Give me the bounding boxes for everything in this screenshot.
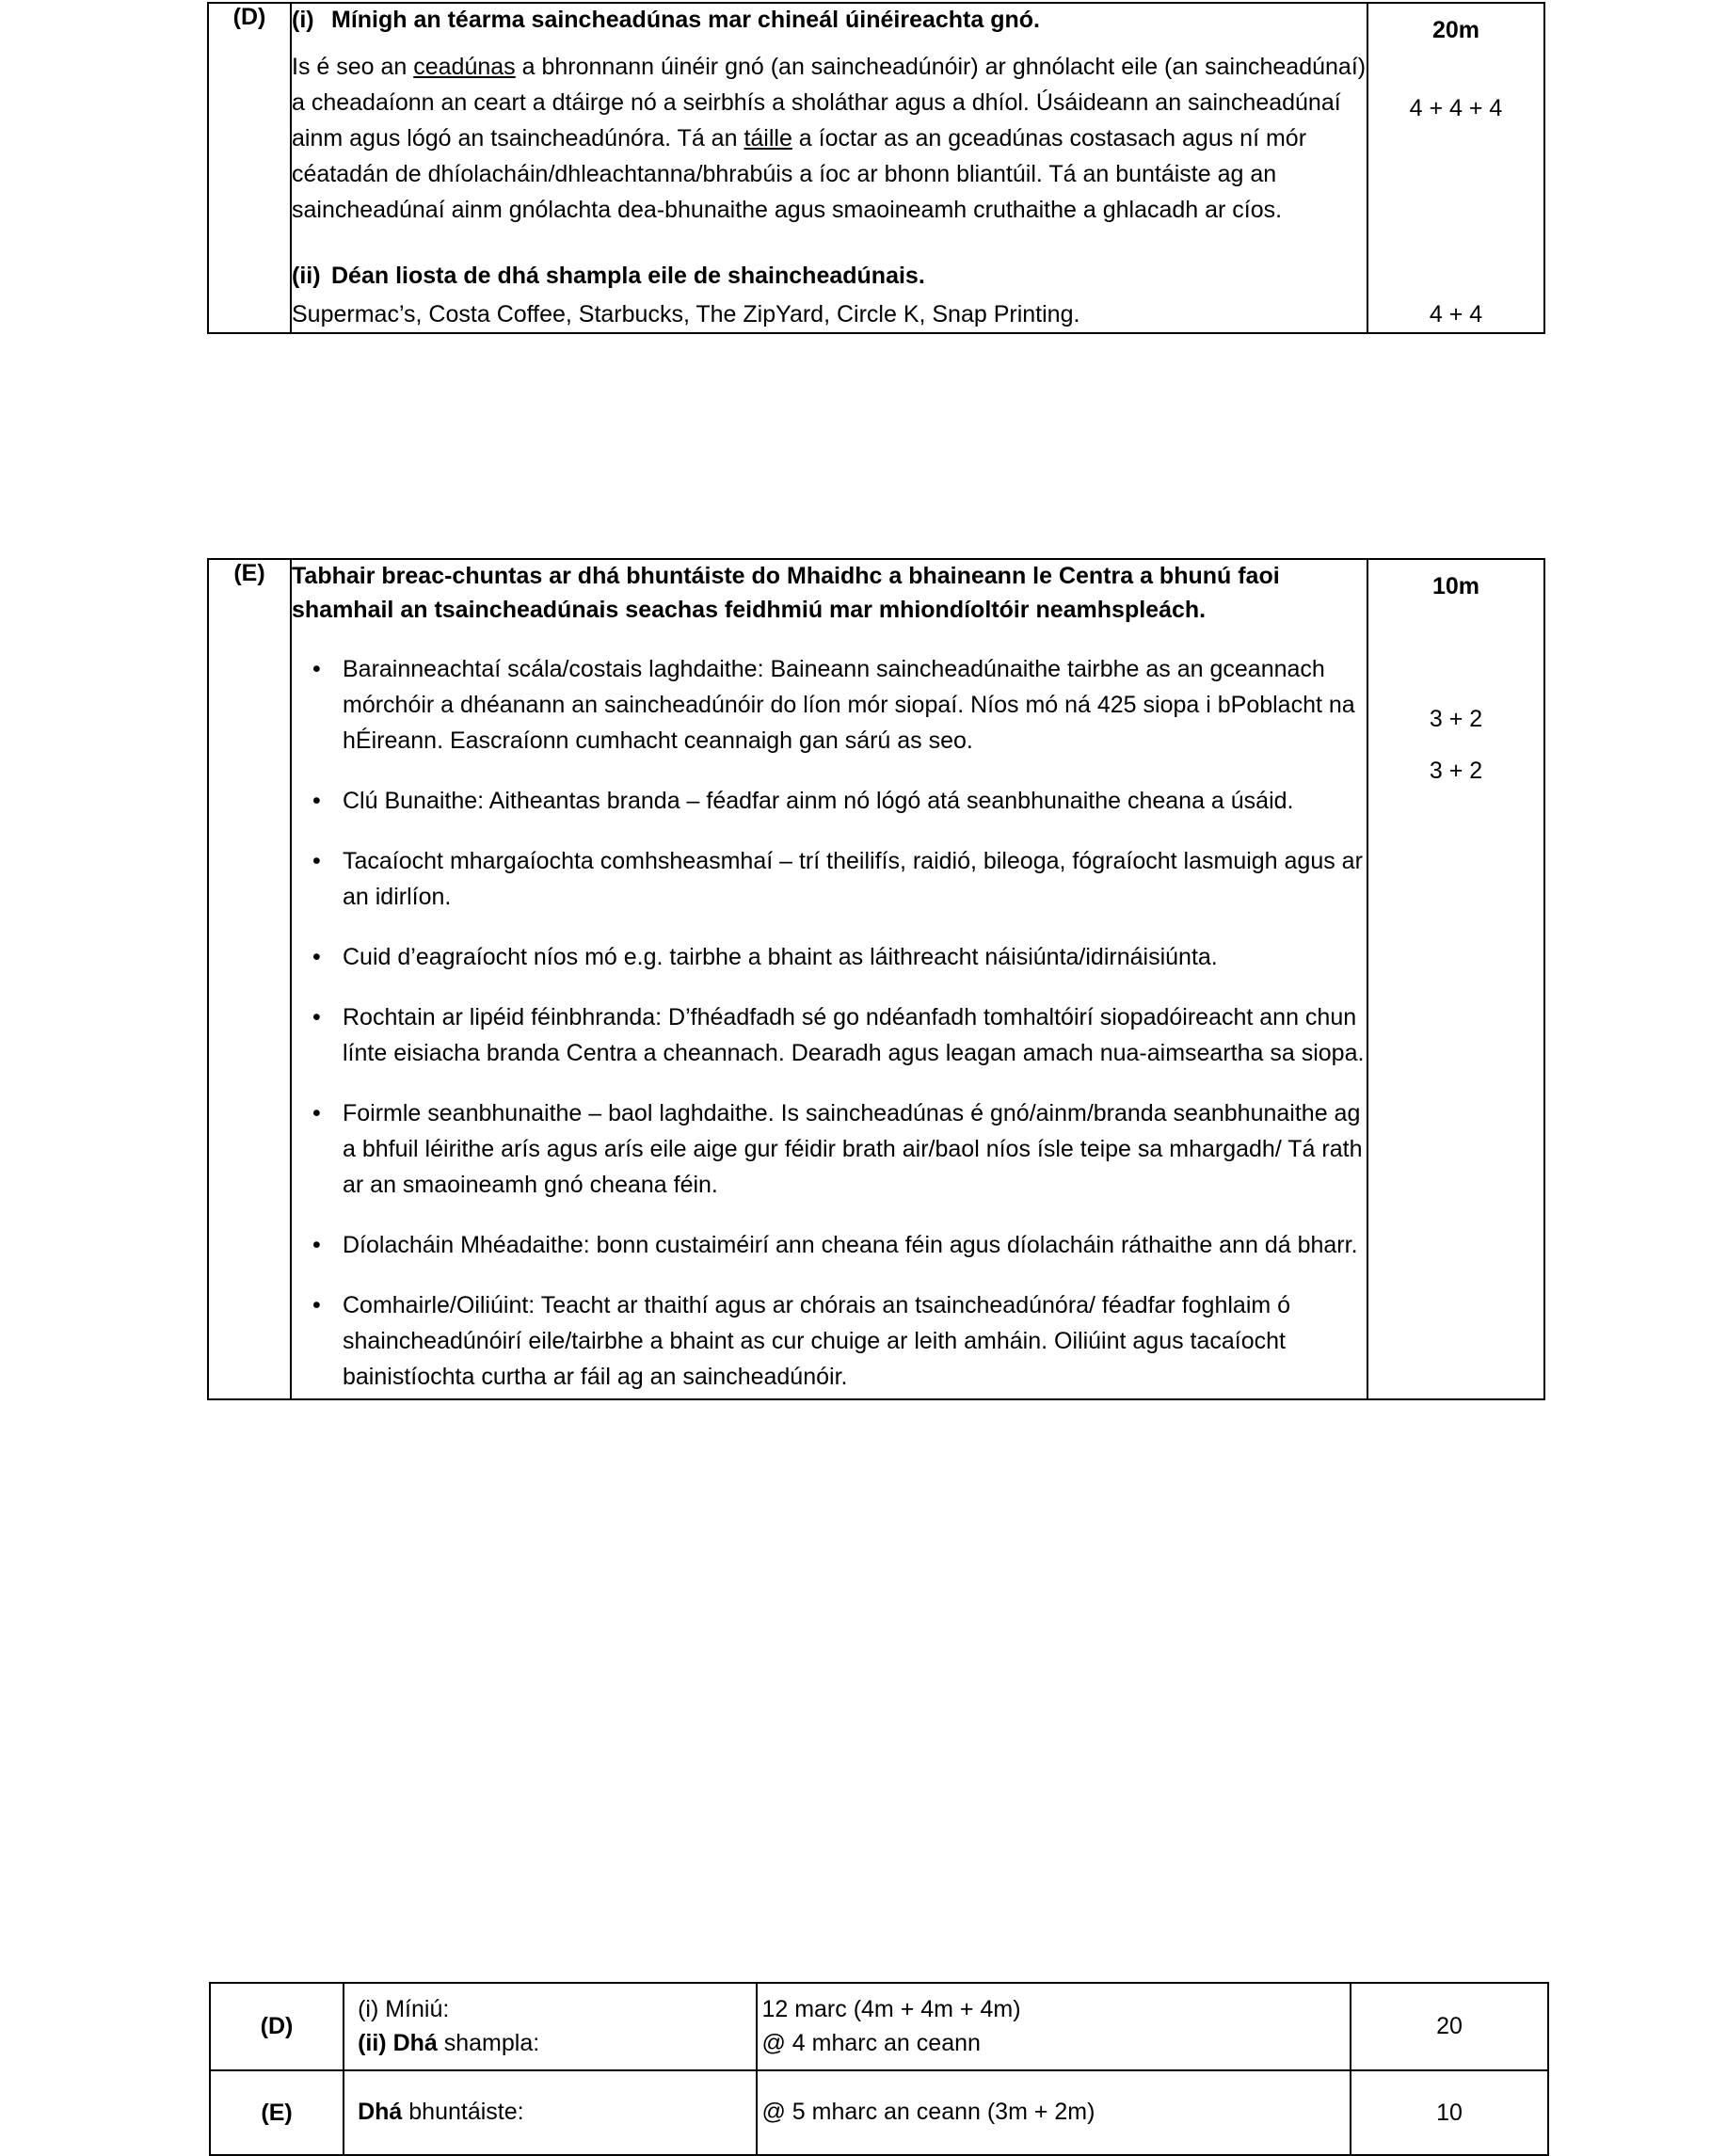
- bullet-icon: •: [312, 1004, 321, 1030]
- summary-desc-e-line1-bold: Dhá: [358, 2099, 403, 2126]
- bullet-icon: •: [312, 848, 321, 874]
- answer-d-i-underline-taille: táille: [744, 124, 792, 152]
- marks-breakdown-e-1: 3 + 2: [1429, 706, 1483, 732]
- question-d-ii-heading: [292, 260, 1367, 294]
- marks-breakdown-d-ii: 4 + 4: [1429, 301, 1483, 327]
- section-d-marks-cell: [1367, 3, 1544, 333]
- summary-desc-d-line2: [358, 2027, 756, 2061]
- section-letter-d: (D): [208, 3, 291, 333]
- summary-desc-e-inner: [344, 2086, 756, 2139]
- list-item: [292, 843, 1367, 915]
- list-item: [292, 651, 1367, 759]
- answer-d-i-underline-ceadunas: ceadúnas: [413, 53, 516, 80]
- answer-d-ii-list: Supermac’s, Costa Coffee, Starbucks, The ZipYard, Circle K, Snap Printing.: [292, 301, 1080, 327]
- marking-summary-table: [209, 1982, 1549, 2156]
- bullet-icon: •: [312, 1292, 321, 1318]
- bullet-icon: •: [312, 656, 321, 682]
- summary-total-e: 10: [1351, 2070, 1548, 2155]
- list-item-text: Clú Bunaithe: Aitheantas branda – féadfar ainm nó lógó atá seanbhunaithe cheana a úsáid.: [343, 788, 1294, 814]
- summary-letter-d: (D): [210, 1983, 344, 2070]
- section-e-row: [208, 559, 1544, 1399]
- summary-detail-d-inner: [758, 1984, 1350, 2069]
- list-item-text: Barainneachtaí scála/costais laghdaithe: Baineann saincheadúnaithe tairbhe as an gceannach mórchóir a dhéanann an saincheadúnóir do líon mór siopaí. Níos mó ná 425 siopa i bPoblacht na hÉireann. Eascraíonn cumhacht ceannaigh gan sárú as seo.: [343, 656, 1355, 754]
- summary-detail-d-line1: 12 marc (4m + 4m + 4m): [761, 1996, 1021, 2022]
- list-item: [292, 939, 1367, 975]
- marks-breakdown-e-2: 3 + 2: [1429, 758, 1483, 784]
- list-item: [292, 1287, 1367, 1395]
- list-item-text: Tacaíocht mhargaíochta comhsheasmhaí – trí theilifís, raidió, bileoga, fógraíocht lasmuigh agus ar an idirlíon.: [343, 848, 1363, 910]
- summary-desc-d-line2-plain: shampla:: [437, 2029, 540, 2056]
- summary-row-d: [210, 1983, 1548, 2070]
- section-e-marks-cell: [1367, 559, 1544, 1399]
- question-d-i-text: Mínigh an téarma saincheadúnas mar chineál úinéireachta gnó.: [331, 7, 1040, 33]
- list-item-text: Comhairle/Oiliúint: Teacht ar thaithí agus ar chórais an tsaincheadúnóra/ féadfar foghlaim ó shaincheadúnóirí eile/tairbhe a bhaint as cur chuige ar leith amháin. Oiliúint agus tacaíocht bainistíochta curtha ar fáil ag an saincheadúnóir.: [343, 1292, 1291, 1390]
- bullet-icon: •: [312, 788, 321, 814]
- section-d-body: [291, 3, 1367, 333]
- list-item: [292, 1227, 1367, 1263]
- question-d-i-heading: [292, 4, 1367, 38]
- bullet-icon: •: [312, 1232, 321, 1258]
- question-d-ii-text: Déan liosta de dhá shampla eile de shaincheadúnais.: [331, 262, 925, 289]
- list-item-text: Foirmle seanbhunaithe – baol laghdaithe. Is saincheadúnas é gnó/ainm/branda seanbhunaithe ag a bhfuil léirithe arís agus arís eile aige gur féidir brath air/baol níos ísle teipe sa mhargadh/ Tá rath ar an smaoineamh gnó cheana féin.: [343, 1100, 1363, 1198]
- summary-detail-e-inner: [758, 2086, 1350, 2139]
- summary-desc-d-line1: (i) Míniú:: [358, 1996, 450, 2022]
- section-letter-e: (E): [208, 559, 291, 1399]
- marks-total-e: 10m: [1431, 573, 1480, 599]
- summary-desc-e: [344, 2070, 757, 2155]
- answer-d-i-pre: Is é seo an: [292, 53, 414, 80]
- section-e-table: [207, 558, 1545, 1400]
- list-item-text: Rochtain ar lipéid féinbhranda: D’fhéadfadh sé go ndéanfadh tomhaltóirí siopadóireacht ann chun línte eisiacha branda Centra a cheannach. Dearadh agus leagan amach nua-aimseartha sa siopa.: [343, 1004, 1365, 1066]
- paragraph-spacer: [292, 228, 1367, 260]
- bullet-icon: •: [312, 1100, 321, 1126]
- list-item: [292, 783, 1367, 819]
- advantages-list: [292, 651, 1367, 1395]
- question-e-heading: Tabhair breac-chuntas ar dhá bhuntáiste do Mhaidhc a bhaineann le Centra a bhunú faoi shamhail an tsaincheadúnais seachas feidhmiú mar mhiondíoltóir neamhspleách.: [292, 563, 1280, 623]
- roman-numeral-i: (i): [292, 7, 314, 33]
- section-e-body: [291, 559, 1367, 1399]
- summary-row-e: [210, 2070, 1548, 2155]
- list-item-text: Díolacháin Mhéadaithe: bonn custaiméirí ann cheana féin agus díolacháin ráthaithe ann dá bharr.: [343, 1232, 1358, 1258]
- summary-detail-e-line1: @ 5 mharc an ceann (3m + 2m): [761, 2099, 1095, 2126]
- section-d-row: [208, 3, 1544, 333]
- summary-total-d: 20: [1351, 1983, 1548, 2070]
- summary-detail-d-line2: @ 4 mharc an ceann: [761, 2029, 981, 2056]
- list-item-text: Cuid d’eagraíocht níos mó e.g. tairbhe a bhaint as láithreacht náisiúnta/idirnáisiúnta.: [343, 944, 1218, 970]
- answer-d-i-end: a íoctar as an gceadúnas costasach agus ní mór céatadán de dhíolacháin/dhleachtanna/bhrabúis a íoc ar bhonn bliantúil. Tá an buntáiste ag an saincheadúnaí ainm gnólachta dea-bhunaithe agus smaoineamh cruthaithe a ghlacadh ar cíos.: [292, 124, 1307, 223]
- list-item: [292, 999, 1367, 1071]
- summary-detail-d: [757, 1983, 1351, 2070]
- bullet-icon: •: [312, 944, 321, 970]
- answer-d-i-mid: a bhronnann úinéir gnó (an saincheadúnóir) ar ghnólacht eile (an saincheadúnaí) a cheadaíonn an ceart a dtáirge nó a seirbhís a sholáthar agus a dhíol. Úsáideann an saincheadúnaí ainm agus lógó an tsaincheadúnóra. Tá an: [292, 53, 1367, 152]
- summary-letter-e: (E): [210, 2070, 344, 2155]
- summary-detail-e: [757, 2070, 1351, 2155]
- marks-total-d: 20m: [1431, 17, 1480, 43]
- summary-desc-d-line2-bold: (ii) Dhá: [358, 2029, 438, 2056]
- summary-desc-e-line1: [358, 2096, 756, 2130]
- summary-desc-d: [344, 1983, 757, 2070]
- summary-desc-e-line1-plain: bhuntáiste:: [402, 2099, 524, 2126]
- list-item: [292, 1095, 1367, 1203]
- section-d-table: [207, 2, 1545, 334]
- summary-desc-d-inner: [344, 1984, 756, 2069]
- marks-breakdown-d-i: 4 + 4 + 4: [1409, 95, 1503, 121]
- roman-numeral-ii: (ii): [292, 262, 321, 289]
- answer-d-i-paragraph: [292, 49, 1367, 228]
